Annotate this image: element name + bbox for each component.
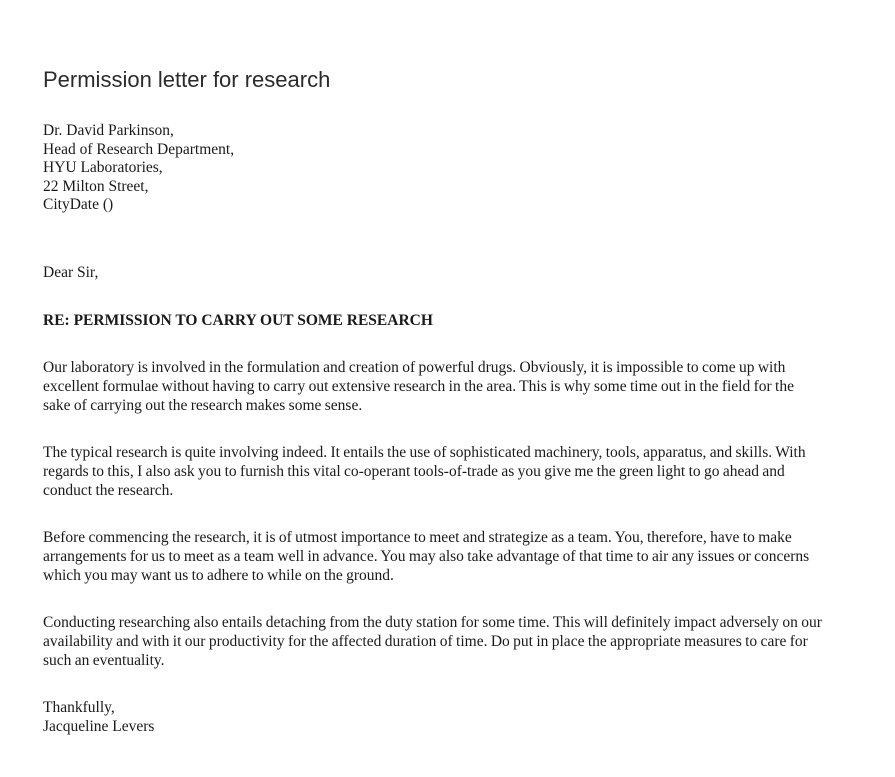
recipient-role-line: Head of Research Department, (43, 140, 235, 158)
body-paragraph-1: Our laboratory is involved in the formulation and creation of powerful drugs. Obviously, it is impossible to come up with excellent formulae without having to carry out extensive research in the area. This is why some time out in the field for the sake of carrying out the research makes some sense. (43, 358, 794, 414)
page-title: Permission letter for research (43, 67, 331, 92)
recipient-city-date-line: CityDate () (43, 196, 114, 213)
body-paragraph-2: The typical research is quite involving indeed. It entails the use of sophisticated machinery, tools, apparatus, and skills. With regards to this, I also ask you to furnish this vital co-operant tools-of-trade as you give me the green light to go ahead and conduct the research. (43, 443, 806, 499)
body-paragraph-4: Conducting researching also entails detaching from the duty station for some time. This will definitely impact adversely on our availability and with it our productivity for the affected duration of time. Do put in place the appropriate measures to care for such an eventuality. (43, 613, 822, 669)
closing-block (43, 698, 823, 736)
recipient-address-block (43, 122, 823, 215)
closing-phrase: Thankfully, (43, 698, 115, 716)
signature-name: Jacqueline Levers (43, 717, 155, 735)
recipient-street-line: 22 Milton Street, (43, 177, 149, 195)
recipient-org-line: HYU Laboratories, (43, 159, 163, 176)
recipient-name-line: Dr. David Parkinson, (43, 122, 174, 139)
salutation: Dear Sir, (43, 263, 99, 281)
body-paragraph-3: Before commencing the research, it is of utmost importance to meet and strategize as a team. You, therefore, have to make arrangements for us to meet as a team well in advance. You may also take advantage of that time to air any issues or concerns which you may want us to adhere to while on the ground. (43, 528, 810, 584)
subject-line: RE: PERMISSION TO CARRY OUT SOME RESEARCH (43, 311, 433, 329)
